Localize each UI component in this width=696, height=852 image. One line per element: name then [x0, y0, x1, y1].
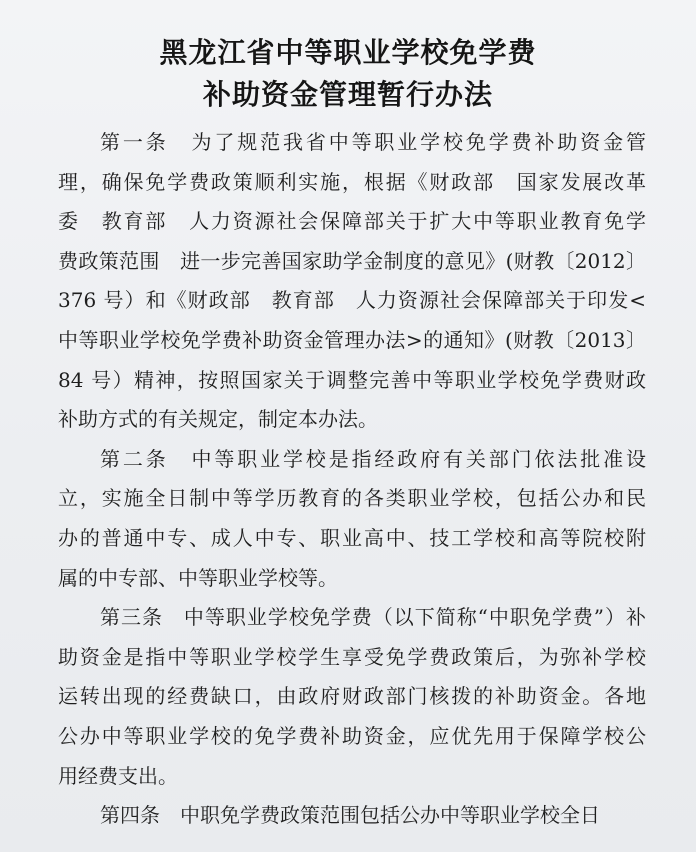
article-2-line-3: 办的普通中专、成人中专、职业高中、技工学校和高等院校附: [58, 526, 646, 550]
article-4-line-1: 第四条 中职免学费政策范围包括公办中等职业学校全日: [100, 803, 600, 828]
article-1-line-5: 376 号）和《财政部 教育部 人力资源社会保障部关于印发<: [58, 288, 646, 313]
article-1-line-4: 费政策范围 进一步完善国家助学金制度的意见》(财教〔2012〕: [58, 248, 646, 273]
article-3-line-5: 用经费支出。: [58, 763, 178, 788]
article-1-line-2: 理，确保免学费政策顺利实施，根据《财政部 国家发展改革: [58, 169, 646, 194]
article-1-line-7: 84 号）精神，按照国家关于调整完善中等职业学校免学费财政: [58, 367, 646, 392]
article-1-line-1: 第一条 为了规范我省中等职业学校免学费补助资金管: [100, 130, 646, 154]
document-title-line-2: 补助资金管理暂行办法: [202, 78, 493, 111]
article-2-line-2: 立，实施全日制中等学历教育的各类职业学校，包括公办和民: [58, 486, 646, 511]
article-1-line-3: 委 教育部 人力资源社会保障部关于扩大中等职业教育免学: [58, 209, 646, 234]
article-2-line-4: 属的中专部、中等职业学校等。: [58, 565, 338, 590]
article-3-line-4: 公办中等职业学校的免学费补助资金，应优先用于保障学校公: [58, 724, 646, 748]
article-1-line-8: 补助方式的有关规定，制定本办法。: [58, 407, 378, 432]
document-title-line-1: 黑龙江省中等职业学校免学费: [159, 36, 537, 69]
article-1-line-6: 中等职业学校免学费补助资金管理办法>的通知》(财教〔2013〕: [58, 328, 646, 352]
article-2-line-1: 第二条 中等职业学校是指经政府有关部门依法批准设: [100, 446, 646, 471]
article-3-line-3: 运转出现的经费缺口，由政府财政部门核拨的补助资金。各地: [58, 684, 646, 709]
article-3-line-2: 助资金是指中等职业学校学生享受免学费政策后，为弥补学校: [58, 644, 646, 669]
article-3-line-1: 第三条 中等职业学校免学费（以下简称“中职免学费”）补: [100, 605, 646, 630]
